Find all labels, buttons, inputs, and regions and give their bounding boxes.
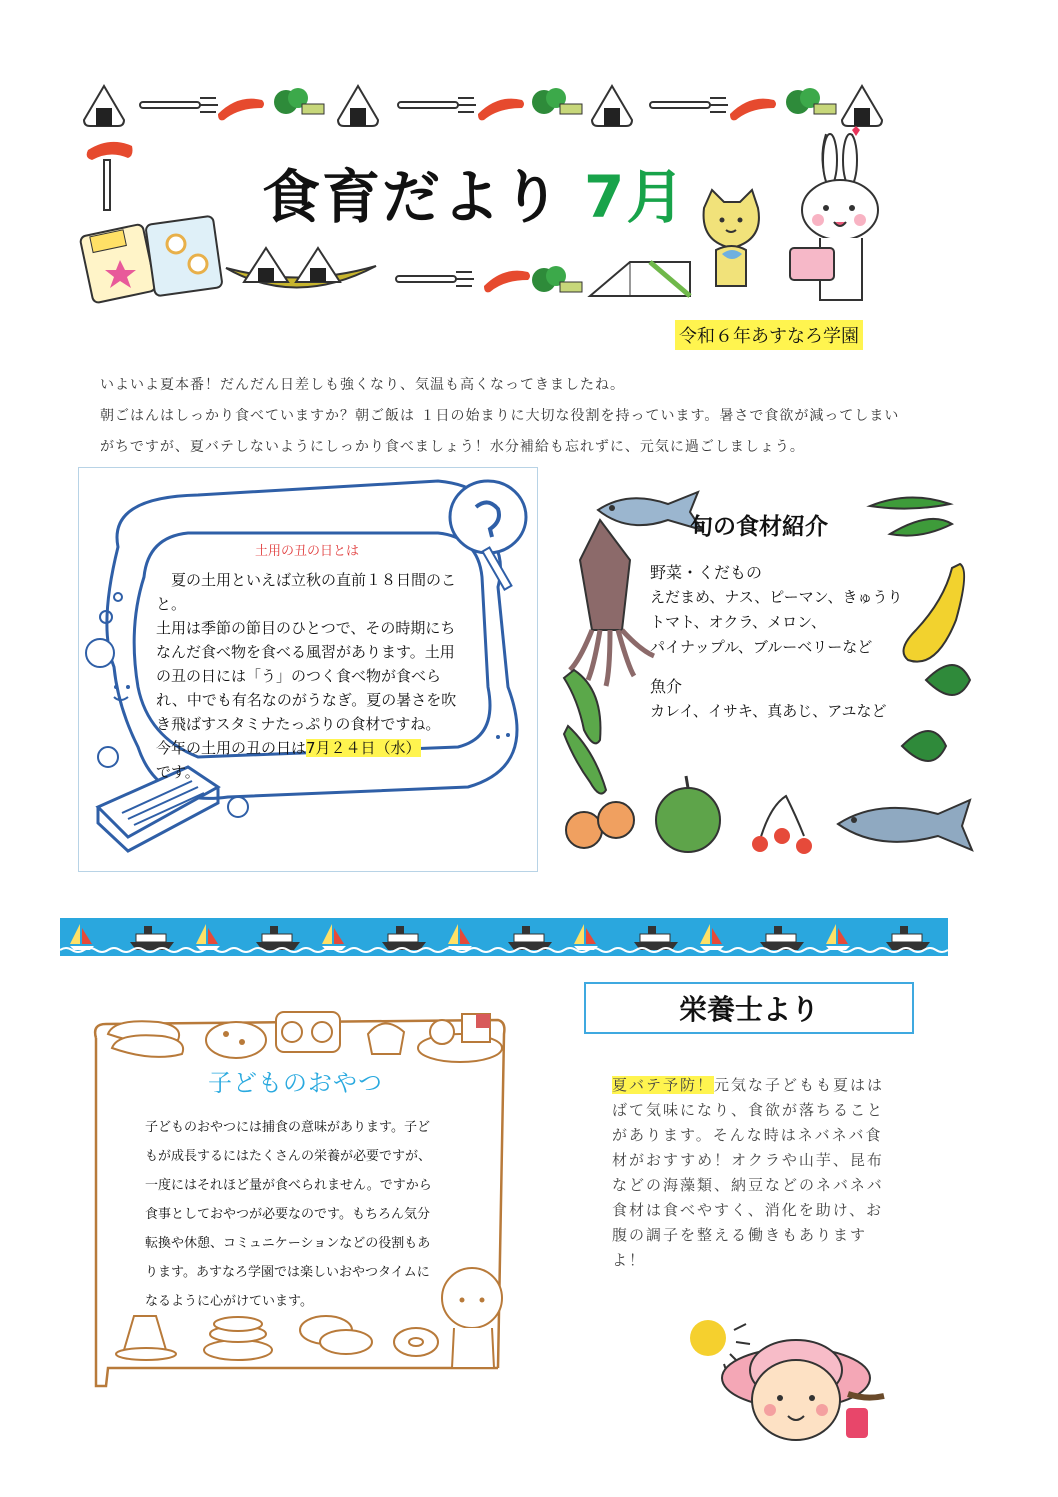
seasonal-list: [650, 560, 910, 724]
ship-band: [60, 918, 948, 956]
nutritionist-text: [612, 1073, 894, 1273]
onigiri-icon: [84, 86, 124, 126]
snack-title: 子どものおやつ: [208, 1069, 383, 1097]
snack-line: 子どものおやつには捕食の意味があります。子ど: [145, 1120, 430, 1135]
fork-icon: [140, 98, 218, 112]
bento-icon: [80, 216, 223, 304]
onigiri-plate-icon: [226, 248, 376, 288]
ship-icon: [760, 926, 804, 950]
doyo-line: 夏の土用といえば立秋の直前１８日間のこと。: [156, 571, 457, 613]
summer-girl-illustration: [680, 1310, 900, 1450]
snack-line: 一度にはそれほど量が食べられません。ですから: [145, 1178, 432, 1193]
doyo-date-suffix: です。: [156, 763, 200, 781]
ship-pattern: [60, 918, 948, 956]
roll-cake-icon: [276, 1012, 340, 1052]
title-month: 7月: [584, 163, 687, 231]
rabbit-icon: [790, 126, 878, 300]
pancake-icon: [204, 1317, 272, 1360]
ship-icon: [886, 926, 930, 950]
cucumber-icon: [564, 670, 606, 794]
fish-icon: [838, 800, 972, 850]
sausage-icon: [484, 271, 530, 293]
squid-icon: [570, 520, 654, 686]
intro-line: がちですが、夏バテしないようにしっかり食べましょう！水分補給も忘れずに、元気に過ごしましょう。: [100, 439, 805, 455]
seasonal-title: 旬の食材紹介: [690, 514, 828, 540]
bread-icon: [108, 1021, 183, 1057]
loquat-icon: [566, 802, 634, 848]
shiso-icon: [926, 665, 970, 695]
cherry-icon: [752, 796, 812, 854]
fish-item: カレイ、イサキ、真あじ、アユなど: [650, 702, 887, 720]
cat-icon: [704, 190, 759, 286]
sailboat-icon: [700, 924, 724, 950]
sailboat-icon: [70, 924, 94, 950]
sausage-fork-icon: [87, 142, 133, 210]
sausage-icon: [730, 99, 776, 121]
sausage-icon: [478, 99, 524, 121]
doyo-date: 7月２４日（水）: [306, 739, 421, 757]
fork-icon: [398, 98, 476, 112]
page-title: [262, 150, 686, 234]
sailboat-icon: [574, 924, 598, 950]
sausage-icon: [218, 99, 264, 121]
intro-line: いよいよ夏本番！だんだん日差しも強くなり、気温も高くなってきましたね。: [100, 377, 625, 393]
muffin-icon: [368, 1023, 404, 1054]
broccoli-icon: [532, 266, 582, 292]
veg-item: トマト、オクラ、メロン、: [650, 613, 826, 631]
zucchini-icon: [904, 564, 965, 662]
nutritionist-body: 元気な子どもも夏ははばて気味になり、食欲が落ちることがあります。そんな時はネバネバ食材がおすすめ！オクラや山芋、昆布などの海藻類、納豆などのネバネバ食材は食べやすく、消化を助け、お腹の調子を整える働きもありますよ！: [612, 1076, 885, 1269]
doyo-date-prefix: 今年の土用の丑の日は: [156, 739, 307, 757]
title-text: 食育だより: [262, 163, 563, 231]
onigiri-icon: [842, 86, 882, 126]
girl-icon: [722, 1340, 884, 1440]
ship-icon: [256, 926, 300, 950]
ship-icon: [634, 926, 678, 950]
intro-text: [100, 370, 970, 463]
veg-item: えだまめ、ナス、ピーマン、きゅうり: [650, 588, 903, 606]
snack-body: [145, 1113, 465, 1316]
intro-line: 朝ごはんはしっかり食べていますか？朝ご飯は １日の始まりに大切な役割を持っています。暑さで食欲が減ってしまい: [100, 408, 900, 424]
pudding-icon: [116, 1316, 176, 1360]
nutritionist-heading: 栄養士より: [584, 982, 914, 1034]
onigiri-icon: [338, 86, 378, 126]
doyo-line: 土用は季節の節目のひとつで、その時期にちなんだ食べ物を食べる風習があります。土用の丑の日には「う」のつく食べ物が食べられ、中でも有名なのがうなぎ。夏の暑さを吹き飛ばすスタミナたっぷりの食材ですね。: [156, 619, 457, 733]
ship-icon: [382, 926, 426, 950]
snack-line: 転換や休憩、コミュニケーションなどの役割もあ: [145, 1236, 431, 1251]
melon-icon: [656, 776, 720, 852]
snack-line: 食事としておやつが必要なのです。もちろん気分: [145, 1207, 430, 1222]
fish-heading: 魚介: [650, 677, 683, 696]
ship-icon: [130, 926, 174, 950]
cookie-icon: [206, 1022, 266, 1058]
sailboat-icon: [322, 924, 346, 950]
veg-item: パイナップル、ブルーベリーなど: [650, 638, 873, 656]
sailboat-icon: [448, 924, 472, 950]
nutritionist-highlight: 夏バテ予防！: [612, 1076, 715, 1094]
sailboat-icon: [826, 924, 850, 950]
ship-icon: [508, 926, 552, 950]
broccoli-icon: [274, 88, 324, 114]
okra-icon: [870, 497, 952, 535]
snack-line: もが成長するにはたくさんの栄養が必要ですが、: [145, 1149, 432, 1164]
shiso-icon: [902, 731, 946, 761]
doyo-body: [156, 568, 468, 784]
fish-icon: [598, 492, 702, 530]
broccoli-icon: [786, 88, 836, 114]
snack-line: なるように心がけています。: [145, 1294, 313, 1309]
veg-heading: 野菜・くだもの: [650, 563, 763, 582]
lantern-icon: [86, 639, 114, 667]
doyo-date-line: [156, 736, 468, 760]
school-name: 令和６年あすなろ学園: [675, 320, 863, 350]
onigiri-icon: [592, 86, 632, 126]
fork-icon: [396, 272, 474, 286]
sailboat-icon: [196, 924, 220, 950]
fork-icon: [650, 98, 728, 112]
snack-line: ります。あすなろ学園では楽しいおやつタイムに: [145, 1265, 430, 1280]
doyo-title: 土用の丑の日とは: [255, 544, 360, 559]
donut-icon: [394, 1328, 438, 1356]
cookie-icon: [300, 1316, 372, 1354]
sandwich-icon: [590, 262, 690, 296]
broccoli-icon: [532, 88, 582, 114]
